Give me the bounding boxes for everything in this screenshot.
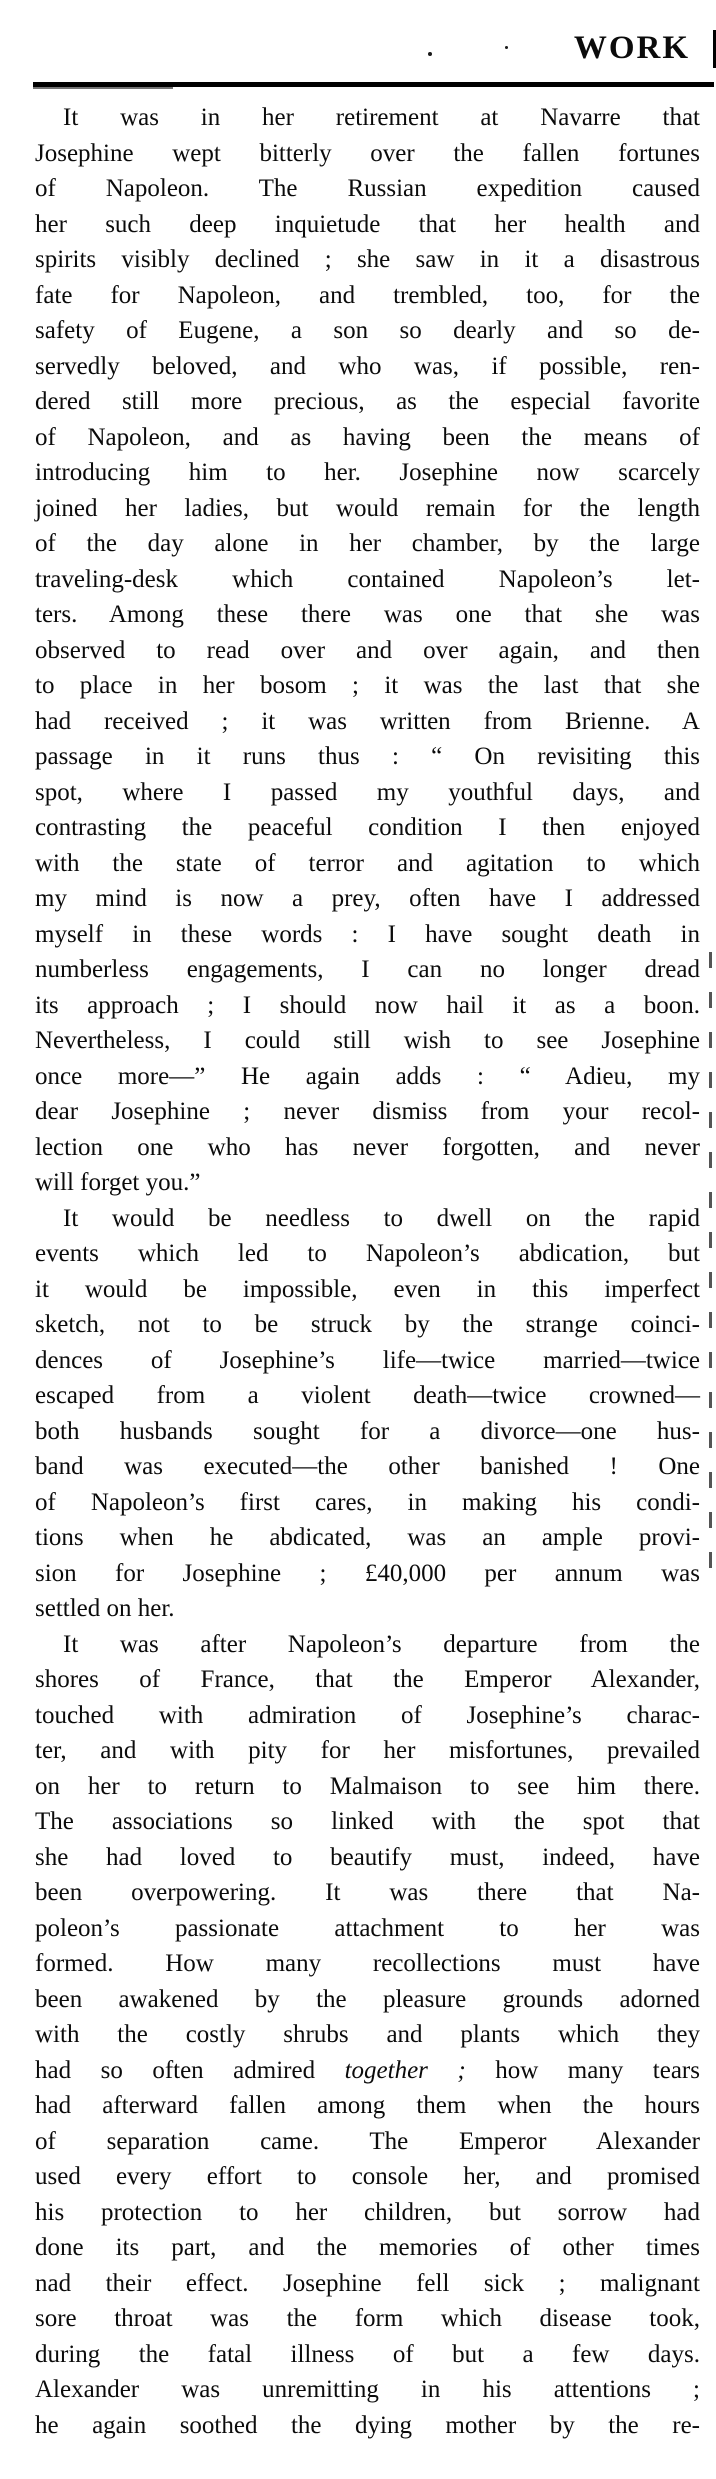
text-line: observed to read over and over again, and then (35, 636, 700, 664)
paragraph (35, 100, 700, 1201)
text-line: servedly beloved, and who was, if possible, ren- (35, 352, 700, 380)
text-line: with the state of terror and agitation to which (35, 849, 700, 877)
text-line: introducing him to her. Josephine now scarcely (35, 459, 700, 486)
paragraph (35, 1627, 700, 2444)
text-line: his protection to her children, but sorrow had (35, 2198, 700, 2226)
scan-speck (505, 46, 508, 49)
text-line: settled on her. (35, 1595, 175, 1622)
text-line: formed. How many recollections must have (35, 1950, 700, 1977)
text-line: ter, and with pity for her misfortunes, prevailed (35, 1737, 700, 1764)
italic-word: together ; (344, 2056, 466, 2084)
text-line: lection one who has never forgotten, and never (35, 1133, 700, 1161)
text-line: during the fatal illness of but a few days. (35, 2340, 700, 2368)
text-line: once more—” He again adds : “ Adieu, my (35, 1062, 700, 1090)
text-line: done its part, and the memories of other times (35, 2234, 700, 2261)
text-line: touched with admiration of Josephine’s charac- (35, 1701, 700, 1729)
text-line: events which led to Napoleon’s abdication, but (35, 1240, 700, 1267)
text-line: safety of Eugene, a son so dearly and so de- (35, 317, 700, 344)
text-line: it would be impossible, even in this imperfect (35, 1275, 700, 1303)
text-line: with the costly shrubs and plants which they (35, 2021, 700, 2048)
text-line: sore throat was the form which disease took, (35, 2305, 700, 2332)
text-line: of Napoleon, and as having been the means of (35, 423, 700, 451)
text-line: joined her ladies, but would remain for the length (35, 494, 700, 522)
text-line: of separation came. The Emperor Alexander (35, 2127, 700, 2155)
text-line: dences of Josephine’s life—twice married—twice (35, 1346, 700, 1374)
text-line: dered still more precious, as the especial favorite (35, 388, 700, 415)
text-segment: had so often admired (35, 2056, 345, 2084)
text-line: sketch, not to be struck by the strange coinci- (35, 1311, 700, 1338)
text-line: had received ; it was written from Brienne. A (35, 707, 700, 735)
text-line: myself in these words : I have sought death in (35, 920, 700, 948)
text-line: of Napoleon’s first cares, in making his condi- (35, 1488, 700, 1516)
scan-speck (428, 52, 432, 56)
text-line: been awakened by the pleasure grounds adorned (35, 1985, 700, 2013)
text-line: spirits visibly declined ; she saw in it a disastrous (35, 246, 700, 273)
text-line: fate for Napoleon, and trembled, too, for the (35, 281, 700, 309)
text-line: shores of France, that the Emperor Alexander, (35, 1666, 700, 1693)
text-line: passage in it runs thus : “ On revisiting this (35, 743, 700, 770)
running-header-title: WORK (573, 30, 690, 66)
text-line: used every effort to console her, and promised (35, 2163, 700, 2190)
text-line: of the day alone in her chamber, by the large (35, 530, 700, 557)
text-line: to place in her bosom ; it was the last that she (35, 672, 700, 699)
text-column (35, 100, 700, 2443)
text-segment: how many tears (465, 2056, 700, 2084)
text-line: It was in her retirement at Navarre that (63, 104, 700, 131)
text-line: Alexander was unremitting in his attentions ; (35, 2376, 700, 2403)
header-rule (33, 82, 714, 87)
text-line: she had loved to beautify must, indeed, have (35, 1843, 700, 1871)
text-line: both husbands sought for a divorce—one hus- (35, 1417, 700, 1445)
text-line: been overpowering. It was there that Na- (35, 1879, 700, 1906)
text-line: traveling-desk which contained Napoleon’s let- (35, 565, 700, 593)
text-line: It would be needless to dwell on the rapid (63, 1204, 700, 1232)
text-line: nad their effect. Josephine fell sick ; malignant (35, 2269, 700, 2297)
text-line: Josephine wept bitterly over the fallen fortunes (35, 139, 700, 167)
text-line: tions when he abdicated, was an ample provi- (35, 1524, 700, 1551)
text-line: my mind is now a prey, often have I addressed (35, 885, 700, 912)
text-line: poleon’s passionate attachment to her was (35, 1914, 700, 1942)
text-line: spot, where I passed my youthful days, and (35, 778, 700, 806)
text-line: sion for Josephine ; £40,000 per annum was (35, 1559, 700, 1587)
text-line: band was executed—the other banished ! One (35, 1453, 700, 1480)
text-line: dear Josephine ; never dismiss from your recol- (35, 1098, 700, 1125)
text-line: on her to return to Malmaison to see him there. (35, 1772, 700, 1800)
text-line: escaped from a violent death—twice crowned— (35, 1382, 700, 1409)
text-line: The associations so linked with the spot that (35, 1808, 700, 1835)
text-line: will forget you.” (35, 1169, 201, 1196)
paragraph (35, 1201, 700, 1627)
text-line (35, 2053, 700, 2089)
text-line: numberless engagements, I can no longer dread (35, 956, 700, 983)
text-line: her such deep inquietude that her health and (35, 210, 700, 238)
column-divider-artifact (709, 952, 712, 1572)
text-line: Nevertheless, I could still wish to see Josephine (35, 1027, 700, 1054)
text-line: contrasting the peaceful condition I then enjoyed (35, 814, 700, 841)
text-line: It was after Napoleon’s departure from the (63, 1630, 700, 1658)
text-line: ters. Among these there was one that she was (35, 601, 700, 628)
text-line: of Napoleon. The Russian expedition caused (35, 175, 700, 202)
text-line: had afterward fallen among them when the hours (35, 2092, 700, 2119)
text-line: its approach ; I should now hail it as a boon. (35, 991, 700, 1019)
text-line: he again soothed the dying mother by the re- (35, 2411, 700, 2439)
